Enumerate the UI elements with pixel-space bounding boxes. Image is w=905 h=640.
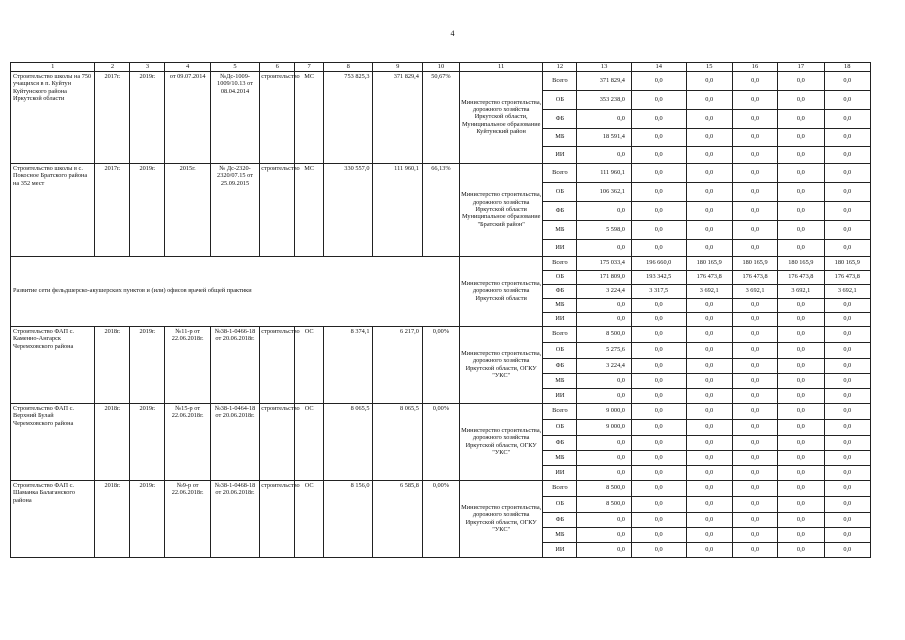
responsible-executor: Министерство строительства, дорожного хозяйства Иркутской области, ОГКУ "УКС" [459, 403, 542, 480]
column-number: 14 [631, 63, 686, 72]
column-number: 9 [373, 63, 422, 72]
value-2022: 0,0 [732, 496, 777, 512]
value-2020: 0,0 [631, 342, 686, 358]
value-2019: 0,0 [577, 146, 632, 163]
project-name: Строительство ФАП с. Шаманка Балаганского района [11, 480, 95, 557]
readiness-percent: 0,00% [422, 403, 459, 480]
source-label: ИИ [543, 542, 577, 557]
value-2021: 0,0 [686, 326, 732, 342]
value-2023: 0,0 [778, 465, 824, 480]
value-2019: 353 238,0 [577, 90, 632, 109]
remaining-cost: 111 960,1 [373, 163, 422, 256]
source-label: ОБ [543, 182, 577, 201]
value-2022: 0,0 [732, 435, 777, 450]
value-2019: 0,0 [577, 450, 632, 465]
value-2024: 0,0 [824, 450, 870, 465]
value-2021: 180 165,9 [686, 256, 732, 270]
value-2019: 0,0 [577, 512, 632, 527]
column-number: 4 [165, 63, 210, 72]
column-number: 10 [422, 63, 459, 72]
value-2023: 0,0 [778, 480, 824, 496]
value-2022: 0,0 [732, 239, 777, 256]
column-number: 1 [11, 63, 95, 72]
value-2019: 0,0 [577, 312, 632, 326]
value-2024: 176 473,8 [824, 270, 870, 284]
responsible-executor: Министерство строительства, дорожного хозяйства Иркутской области, Муниципальное образование Куйтунский район [459, 71, 542, 163]
source-label: ФБ [543, 435, 577, 450]
design-doc-date: №9-р от 22.06.2018г. [165, 480, 210, 557]
source-label: ИИ [543, 465, 577, 480]
value-2021: 0,0 [686, 373, 732, 388]
value-2019: 5 275,6 [577, 342, 632, 358]
program-name: Развитие сети фельдшерско-акушерских пунктов и (или) офисов врачей общей практики [11, 256, 460, 326]
readiness-percent: 50,67% [422, 71, 459, 163]
value-2024: 0,0 [824, 71, 870, 90]
value-2022: 0,0 [732, 163, 777, 182]
value-2021: 0,0 [686, 358, 732, 373]
expertise-permit: №38-1-0466-18 от 20.06.2018г. [210, 326, 259, 403]
value-2021: 0,0 [686, 527, 732, 542]
source-label: МБ [543, 527, 577, 542]
expertise-permit: № Дс-2320-2320/07.15 от 25.09.2015 [210, 163, 259, 256]
work-type: строительство [260, 326, 295, 403]
ownership: ОС [295, 480, 324, 557]
value-2021: 0,0 [686, 435, 732, 450]
value-2020: 3 317,5 [631, 284, 686, 298]
value-2020: 0,0 [631, 109, 686, 128]
value-2021: 0,0 [686, 542, 732, 557]
value-2022: 0,0 [732, 480, 777, 496]
value-2023: 0,0 [778, 373, 824, 388]
value-2024: 0,0 [824, 182, 870, 201]
value-2024: 0,0 [824, 358, 870, 373]
source-label: ФБ [543, 109, 577, 128]
value-2023: 0,0 [778, 201, 824, 220]
value-2021: 0,0 [686, 419, 732, 435]
value-2024: 0,0 [824, 342, 870, 358]
value-2019: 0,0 [577, 373, 632, 388]
source-label: МБ [543, 298, 577, 312]
value-2023: 3 692,1 [778, 284, 824, 298]
source-label: МБ [543, 220, 577, 239]
value-2019: 175 033,4 [577, 256, 632, 270]
value-2022: 0,0 [732, 527, 777, 542]
estimated-cost: 753 825,3 [324, 71, 373, 163]
column-number: 5 [210, 63, 259, 72]
value-2020: 0,0 [631, 71, 686, 90]
remaining-cost: 371 829,4 [373, 71, 422, 163]
value-2020: 193 342,5 [631, 270, 686, 284]
source-label: ОБ [543, 342, 577, 358]
value-2022: 0,0 [732, 182, 777, 201]
column-number: 16 [732, 63, 777, 72]
value-2024: 180 165,9 [824, 256, 870, 270]
value-2023: 0,0 [778, 542, 824, 557]
estimated-cost: 8 374,1 [324, 326, 373, 403]
value-2019: 8 500,0 [577, 480, 632, 496]
value-2024: 0,0 [824, 465, 870, 480]
source-label: Всего [543, 256, 577, 270]
value-2023: 0,0 [778, 146, 824, 163]
value-2022: 0,0 [732, 358, 777, 373]
end-year: 2019г. [130, 326, 165, 403]
value-2022: 0,0 [732, 403, 777, 419]
value-2022: 0,0 [732, 146, 777, 163]
value-2020: 0,0 [631, 373, 686, 388]
value-2019: 0,0 [577, 109, 632, 128]
source-label: Всего [543, 480, 577, 496]
work-type: строительство [260, 163, 295, 256]
value-2023: 0,0 [778, 512, 824, 527]
source-label: МБ [543, 450, 577, 465]
value-2019: 0,0 [577, 239, 632, 256]
value-2024: 3 692,1 [824, 284, 870, 298]
estimated-cost: 8 156,0 [324, 480, 373, 557]
value-2021: 0,0 [686, 220, 732, 239]
value-2024: 0,0 [824, 109, 870, 128]
value-2021: 0,0 [686, 480, 732, 496]
source-label: ОБ [543, 496, 577, 512]
value-2023: 0,0 [778, 163, 824, 182]
expertise-permit: №38-1-0464-18 от 20.06.2018г. [210, 403, 259, 480]
value-2022: 0,0 [732, 419, 777, 435]
value-2019: 171 809,0 [577, 270, 632, 284]
value-2019: 8 500,0 [577, 326, 632, 342]
source-label: ИИ [543, 388, 577, 403]
value-2020: 0,0 [631, 403, 686, 419]
value-2019: 0,0 [577, 298, 632, 312]
value-2024: 0,0 [824, 298, 870, 312]
column-number: 15 [686, 63, 732, 72]
value-2019: 9 000,0 [577, 403, 632, 419]
column-number: 6 [260, 63, 295, 72]
investment-table [10, 62, 871, 558]
design-doc-date: №15-р от 22.06.2018г. [165, 403, 210, 480]
value-2019: 0,0 [577, 527, 632, 542]
value-2024: 0,0 [824, 496, 870, 512]
value-2022: 0,0 [732, 450, 777, 465]
start-year: 2018г. [95, 480, 130, 557]
value-2022: 0,0 [732, 71, 777, 90]
value-2024: 0,0 [824, 388, 870, 403]
value-2019: 5 598,0 [577, 220, 632, 239]
ownership: МС [295, 163, 324, 256]
responsible-executor: Министерство строительства, дорожного хозяйства Иркутской области [459, 256, 542, 326]
value-2022: 0,0 [732, 220, 777, 239]
value-2020: 0,0 [631, 201, 686, 220]
value-2020: 0,0 [631, 90, 686, 109]
project-name: Строительство школы в с. Покосное Братского района на 352 мест [11, 163, 95, 256]
value-2023: 0,0 [778, 388, 824, 403]
value-2019: 0,0 [577, 388, 632, 403]
readiness-percent: 0,00% [422, 480, 459, 557]
value-2024: 0,0 [824, 542, 870, 557]
ownership: ОС [295, 326, 324, 403]
value-2020: 0,0 [631, 435, 686, 450]
value-2023: 0,0 [778, 403, 824, 419]
start-year: 2018г. [95, 403, 130, 480]
value-2019: 0,0 [577, 435, 632, 450]
column-number: 18 [824, 63, 870, 72]
end-year: 2019г. [130, 163, 165, 256]
value-2022: 0,0 [732, 373, 777, 388]
estimated-cost: 8 065,5 [324, 403, 373, 480]
value-2020: 0,0 [631, 419, 686, 435]
value-2021: 0,0 [686, 146, 732, 163]
value-2020: 0,0 [631, 496, 686, 512]
table-row [11, 163, 871, 182]
value-2020: 0,0 [631, 450, 686, 465]
source-label: ФБ [543, 512, 577, 527]
source-label: ОБ [543, 419, 577, 435]
work-type: строительство [260, 403, 295, 480]
value-2020: 0,0 [631, 542, 686, 557]
value-2023: 180 165,9 [778, 256, 824, 270]
source-label: Всего [543, 326, 577, 342]
value-2023: 0,0 [778, 496, 824, 512]
project-name: Строительство школы на 750 учащихся в п. Куйтун Куйтунского района Иркутской области [11, 71, 95, 163]
value-2019: 0,0 [577, 465, 632, 480]
value-2020: 0,0 [631, 312, 686, 326]
value-2022: 0,0 [732, 465, 777, 480]
value-2024: 0,0 [824, 403, 870, 419]
value-2019: 106 362,1 [577, 182, 632, 201]
end-year: 2019г. [130, 403, 165, 480]
value-2019: 0,0 [577, 542, 632, 557]
responsible-executor: Министерство строительства, дорожного хозяйства Иркутской области Муниципальное образование "Братский район" [459, 163, 542, 256]
value-2021: 0,0 [686, 465, 732, 480]
value-2024: 0,0 [824, 480, 870, 496]
value-2019: 8 500,0 [577, 496, 632, 512]
value-2019: 111 960,1 [577, 163, 632, 182]
value-2022: 0,0 [732, 342, 777, 358]
source-label: ФБ [543, 284, 577, 298]
readiness-percent: 0,00% [422, 326, 459, 403]
value-2021: 0,0 [686, 128, 732, 146]
source-label: Всего [543, 403, 577, 419]
value-2020: 0,0 [631, 298, 686, 312]
value-2022: 176 473,8 [732, 270, 777, 284]
value-2024: 0,0 [824, 220, 870, 239]
value-2021: 0,0 [686, 342, 732, 358]
value-2022: 0,0 [732, 326, 777, 342]
work-type: строительство [260, 71, 295, 163]
start-year: 2017г. [95, 71, 130, 163]
value-2024: 0,0 [824, 435, 870, 450]
source-label: ИИ [543, 146, 577, 163]
source-label: Всего [543, 71, 577, 90]
end-year: 2019г. [130, 480, 165, 557]
value-2022: 0,0 [732, 312, 777, 326]
start-year: 2018г. [95, 326, 130, 403]
source-label: ОБ [543, 270, 577, 284]
value-2023: 0,0 [778, 419, 824, 435]
value-2021: 0,0 [686, 496, 732, 512]
column-number: 7 [295, 63, 324, 72]
value-2024: 0,0 [824, 419, 870, 435]
value-2022: 3 692,1 [732, 284, 777, 298]
design-doc-date: от 09.07.2014 [165, 71, 210, 163]
source-label: МБ [543, 373, 577, 388]
value-2023: 0,0 [778, 109, 824, 128]
value-2024: 0,0 [824, 90, 870, 109]
value-2024: 0,0 [824, 201, 870, 220]
value-2020: 0,0 [631, 480, 686, 496]
value-2023: 0,0 [778, 239, 824, 256]
source-label: ИИ [543, 239, 577, 256]
value-2020: 0,0 [631, 465, 686, 480]
end-year: 2019г. [130, 71, 165, 163]
column-number: 3 [130, 63, 165, 72]
value-2021: 0,0 [686, 71, 732, 90]
value-2023: 0,0 [778, 298, 824, 312]
source-label: МБ [543, 128, 577, 146]
value-2024: 0,0 [824, 146, 870, 163]
value-2020: 0,0 [631, 163, 686, 182]
expertise-permit: №38-1-0468-18 от 20.06.2018г. [210, 480, 259, 557]
source-label: ФБ [543, 358, 577, 373]
responsible-executor: Министерство строительства, дорожного хозяйства Иркутской области, ОГКУ "УКС" [459, 480, 542, 557]
value-2019: 0,0 [577, 201, 632, 220]
value-2022: 0,0 [732, 542, 777, 557]
value-2024: 0,0 [824, 239, 870, 256]
readiness-percent: 66,13% [422, 163, 459, 256]
value-2024: 0,0 [824, 326, 870, 342]
source-label: ОБ [543, 90, 577, 109]
project-name: Строительство ФАП с. Каменно-Ангарск Черемховского района [11, 326, 95, 403]
value-2024: 0,0 [824, 373, 870, 388]
value-2023: 0,0 [778, 450, 824, 465]
design-doc-date: №11-р от 22.06.2018г. [165, 326, 210, 403]
value-2022: 0,0 [732, 109, 777, 128]
ownership: МС [295, 71, 324, 163]
value-2022: 0,0 [732, 90, 777, 109]
page-number: 4 [450, 29, 455, 38]
value-2020: 196 660,0 [631, 256, 686, 270]
value-2024: 0,0 [824, 512, 870, 527]
value-2022: 0,0 [732, 128, 777, 146]
value-2021: 0,0 [686, 403, 732, 419]
expertise-permit: №Дс-1009-1009/10.13 от 08.04.2014 [210, 71, 259, 163]
value-2022: 0,0 [732, 512, 777, 527]
value-2020: 0,0 [631, 239, 686, 256]
value-2022: 0,0 [732, 201, 777, 220]
value-2023: 0,0 [778, 220, 824, 239]
value-2021: 0,0 [686, 388, 732, 403]
value-2021: 0,0 [686, 182, 732, 201]
ownership: ОС [295, 403, 324, 480]
value-2022: 0,0 [732, 298, 777, 312]
value-2021: 3 692,1 [686, 284, 732, 298]
column-number: 2 [95, 63, 130, 72]
value-2023: 176 473,8 [778, 270, 824, 284]
value-2020: 0,0 [631, 512, 686, 527]
column-number: 11 [459, 63, 542, 72]
value-2023: 0,0 [778, 326, 824, 342]
value-2020: 0,0 [631, 182, 686, 201]
value-2019: 371 829,4 [577, 71, 632, 90]
column-number: 13 [577, 63, 632, 72]
value-2021: 0,0 [686, 450, 732, 465]
column-number: 8 [324, 63, 373, 72]
project-name: Строительство ФАП с. Верхний Булай Черемховского района [11, 403, 95, 480]
value-2023: 0,0 [778, 312, 824, 326]
source-label: ИИ [543, 312, 577, 326]
header-row [11, 63, 871, 72]
value-2023: 0,0 [778, 435, 824, 450]
value-2022: 180 165,9 [732, 256, 777, 270]
column-number: 17 [778, 63, 824, 72]
value-2021: 0,0 [686, 312, 732, 326]
table-row [11, 480, 871, 496]
value-2021: 0,0 [686, 512, 732, 527]
value-2023: 0,0 [778, 527, 824, 542]
value-2020: 0,0 [631, 527, 686, 542]
value-2020: 0,0 [631, 388, 686, 403]
design-doc-date: 2015г. [165, 163, 210, 256]
value-2019: 9 000,0 [577, 419, 632, 435]
value-2021: 0,0 [686, 239, 732, 256]
work-type: строительство [260, 480, 295, 557]
column-number: 12 [543, 63, 577, 72]
table-row [11, 256, 871, 270]
value-2023: 0,0 [778, 342, 824, 358]
value-2023: 0,0 [778, 90, 824, 109]
start-year: 2017г. [95, 163, 130, 256]
value-2023: 0,0 [778, 128, 824, 146]
value-2020: 0,0 [631, 146, 686, 163]
source-label: ФБ [543, 201, 577, 220]
value-2023: 0,0 [778, 358, 824, 373]
value-2021: 0,0 [686, 109, 732, 128]
value-2019: 18 591,4 [577, 128, 632, 146]
remaining-cost: 6 217,0 [373, 326, 422, 403]
estimated-cost: 330 557,0 [324, 163, 373, 256]
value-2024: 0,0 [824, 128, 870, 146]
value-2020: 0,0 [631, 128, 686, 146]
value-2020: 0,0 [631, 358, 686, 373]
value-2021: 176 473,8 [686, 270, 732, 284]
table-row [11, 403, 871, 419]
value-2024: 0,0 [824, 163, 870, 182]
value-2024: 0,0 [824, 527, 870, 542]
value-2021: 0,0 [686, 298, 732, 312]
value-2021: 0,0 [686, 163, 732, 182]
table-row [11, 326, 871, 342]
value-2022: 0,0 [732, 388, 777, 403]
value-2019: 3 224,4 [577, 284, 632, 298]
remaining-cost: 6 585,8 [373, 480, 422, 557]
value-2024: 0,0 [824, 312, 870, 326]
value-2023: 0,0 [778, 71, 824, 90]
value-2020: 0,0 [631, 326, 686, 342]
value-2021: 0,0 [686, 90, 732, 109]
table-row [11, 71, 871, 90]
value-2019: 3 224,4 [577, 358, 632, 373]
value-2023: 0,0 [778, 182, 824, 201]
responsible-executor: Министерство строительства, дорожного хозяйства Иркутской области, ОГКУ "УКС" [459, 326, 542, 403]
source-label: Всего [543, 163, 577, 182]
value-2020: 0,0 [631, 220, 686, 239]
value-2021: 0,0 [686, 201, 732, 220]
remaining-cost: 8 065,5 [373, 403, 422, 480]
